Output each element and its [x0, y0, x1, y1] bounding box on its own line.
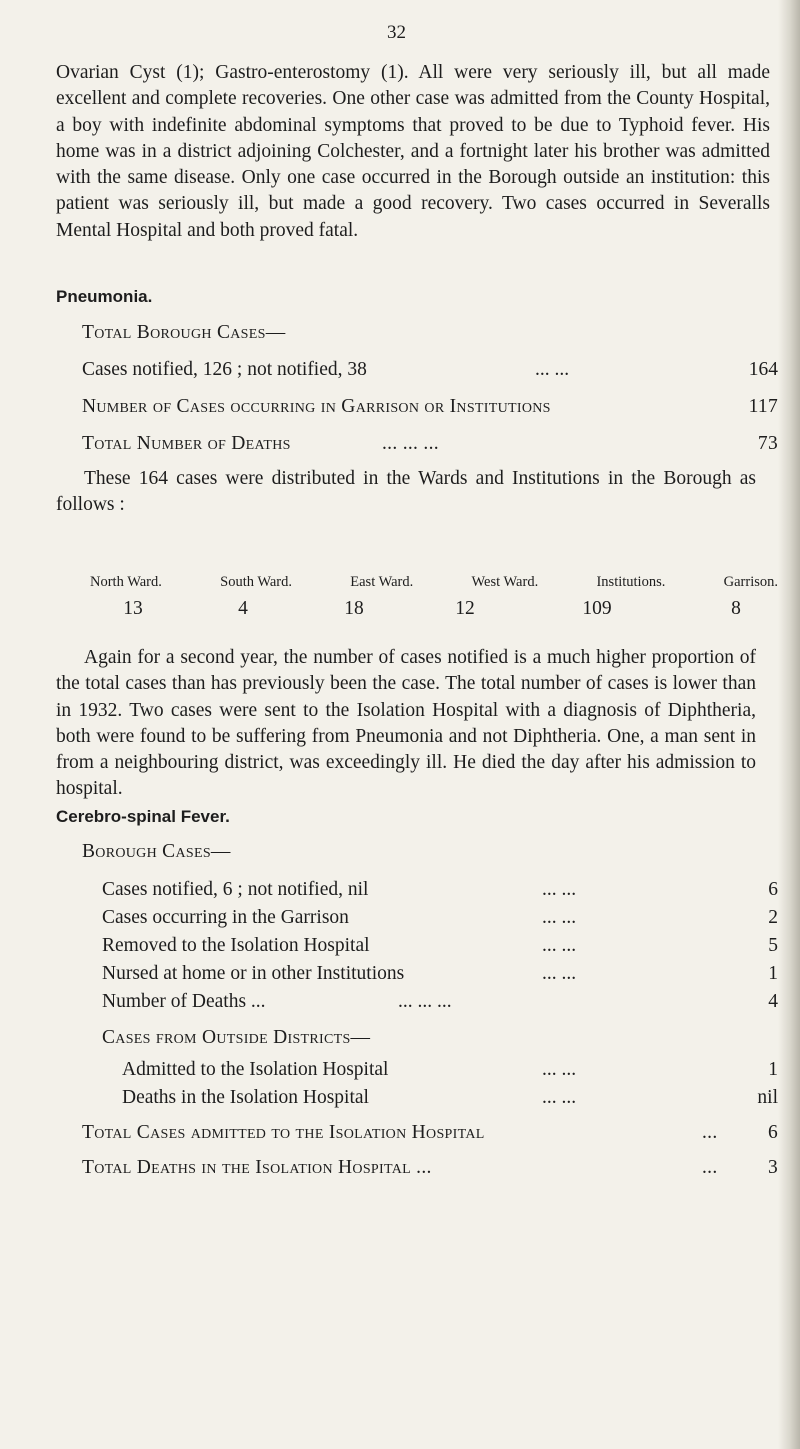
- ward-headers: [90, 574, 778, 591]
- intro-paragraph: Ovarian Cyst (1); Gastro-enterostomy (1). All were very seriously ill, but all made excellent and complete recoveries. One other case was admitted from the County Hospital, a boy with indefinite abdominal symptoms that proved to be due to Typhoid fever. His home was in a district adjoining Colchester, and a fortnight later his brother was admitted with the same disease. Only one case occurred in the Borough outside an institution: this patient was seriously ill, but made a good recovery. Two cases occurred in Severalls Mental Hospital and both proved fatal.: [56, 62, 770, 241]
- ward-value: 13: [123, 598, 143, 619]
- ward-header: North Ward.: [90, 574, 162, 590]
- cerebro-subheading: Borough Cases—: [82, 841, 231, 862]
- pneumonia-subheading: Total Borough Cases—: [82, 322, 286, 343]
- pneumonia-paragraph: Again for a second year, the number of cases notified is a much higher proportion of the total cases than has previously been the case. The total number of cases is lower than in 1932. Two cases were sent to the Isolation Hospital with a diagnosis of Diphtheria, both were found to be suffering from Pneumonia and not Diphtheria. One, a man sent in from a neighbouring district, was exceedingly ill. He died the day after his admission to hospital.: [56, 647, 756, 800]
- page-number: 32: [387, 22, 406, 43]
- ward-header: Garrison.: [723, 574, 778, 590]
- ward-header: West Ward.: [471, 574, 539, 590]
- ward-value: 18: [344, 598, 364, 619]
- ward-value: 109: [582, 598, 612, 619]
- ward-header: East Ward.: [350, 574, 414, 590]
- ward-header: South Ward.: [220, 574, 292, 590]
- pneumonia-heading: Pneumonia.: [56, 287, 153, 306]
- page-edge-shadow: [778, 0, 800, 1449]
- distribution-sentence: These 164 cases were distributed in the Wards and Institutions in the Borough as follows :: [56, 468, 756, 516]
- cerebro-heading: Cerebro-spinal Fever.: [56, 807, 230, 826]
- ward-header: Institutions.: [596, 574, 666, 590]
- ward-value: 8: [731, 598, 741, 619]
- ward-value: 12: [455, 598, 475, 619]
- ward-value: 4: [238, 598, 248, 619]
- outside-districts-heading: Cases from Outside Districts—: [102, 1027, 371, 1048]
